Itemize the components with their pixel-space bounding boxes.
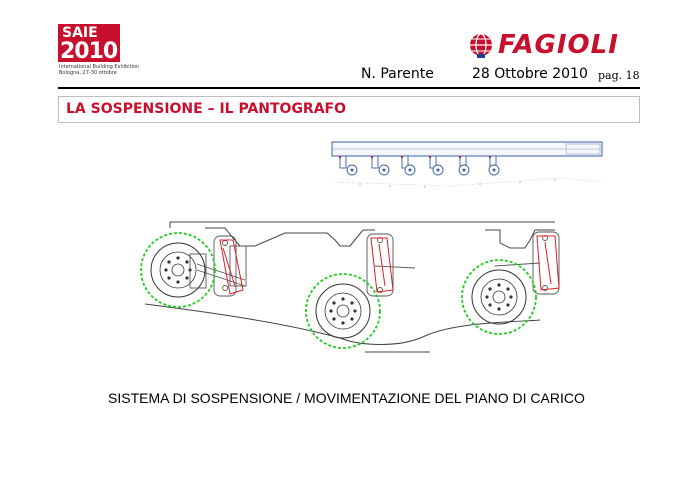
left-wheel (141, 233, 215, 307)
figure-caption: SISTEMA DI SOSPENSIONE / MOVIMENTAZIONE DEL PIANO DI CARICO (108, 390, 585, 406)
saie-logo-line1: International Building Exhibition (59, 64, 140, 70)
page-number: pag. 18 (598, 69, 640, 82)
fagioli-logo (468, 32, 640, 62)
pantograph-suspension-drawing (135, 218, 585, 358)
header-divider (58, 87, 640, 89)
middle-wheel (306, 274, 380, 348)
saie-logo-year: 2010 (60, 39, 118, 64)
saie-logo-word: SAIE (62, 25, 98, 41)
slide-title-box (58, 96, 640, 123)
saie-logo-line2: Bologna, 27-30 ottobre (59, 70, 117, 76)
trailer-side-view-drawing (330, 140, 605, 196)
presentation-date: 28 Ottobre 2010 (472, 66, 588, 82)
fagioli-logo-word: FAGIOLI (498, 30, 619, 60)
saie-logo (58, 24, 140, 78)
author-name: N. Parente (361, 66, 434, 82)
globe-icon (468, 32, 494, 58)
slide-title: LA SOSPENSIONE – IL PANTOGRAFO (66, 101, 347, 117)
